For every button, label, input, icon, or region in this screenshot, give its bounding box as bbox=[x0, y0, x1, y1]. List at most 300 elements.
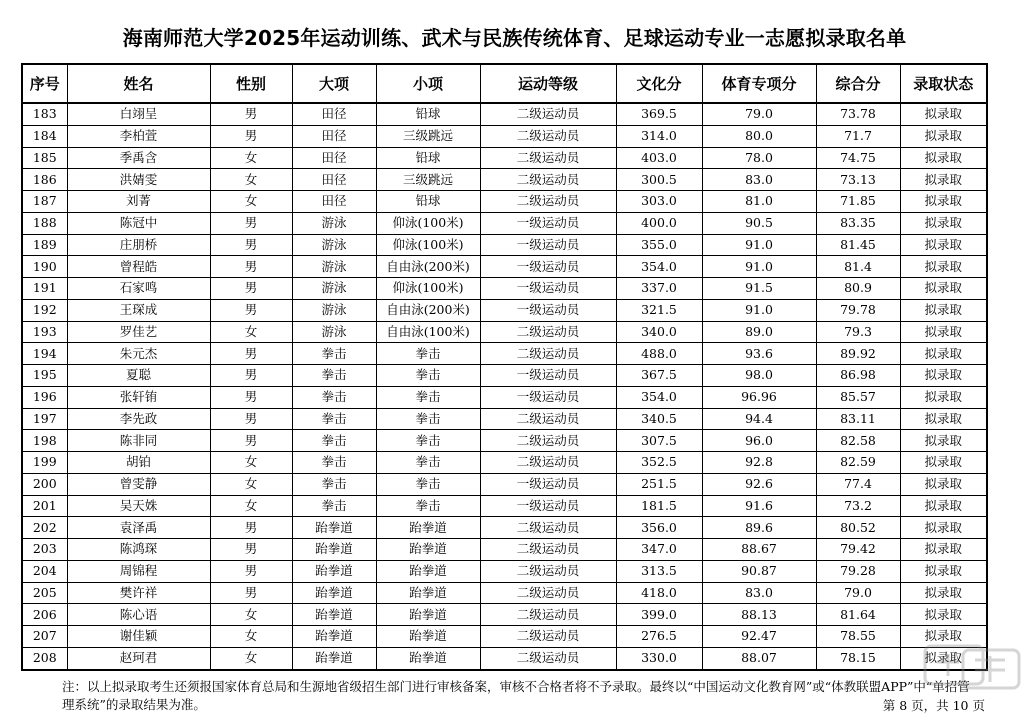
col-gender-cell: 男 bbox=[210, 103, 292, 125]
header-col-level: 运动等级 bbox=[480, 64, 616, 103]
col-status-cell: 拟录取 bbox=[900, 430, 987, 452]
col-culture-score-cell: 314.0 bbox=[616, 125, 702, 147]
col-total-score-cell: 85.57 bbox=[816, 386, 900, 408]
table-row bbox=[22, 582, 987, 604]
col-category-cell: 拳击 bbox=[292, 495, 376, 517]
col-culture-score-cell: 251.5 bbox=[616, 473, 702, 495]
col-sport-score-cell: 92.8 bbox=[702, 452, 816, 474]
col-event-cell: 仰泳(100米) bbox=[376, 212, 480, 234]
col-category-cell: 拳击 bbox=[292, 430, 376, 452]
col-status-cell: 拟录取 bbox=[900, 234, 987, 256]
table-row bbox=[22, 103, 987, 125]
col-sport-score-cell: 92.6 bbox=[702, 473, 816, 495]
col-event-cell: 跆拳道 bbox=[376, 539, 480, 561]
col-level-cell: 二级运动员 bbox=[480, 604, 616, 626]
col-index-cell: 206 bbox=[22, 604, 67, 626]
col-gender-cell: 女 bbox=[210, 452, 292, 474]
col-sport-score-cell: 96.96 bbox=[702, 386, 816, 408]
col-level-cell: 二级运动员 bbox=[480, 191, 616, 213]
col-total-score-cell: 82.59 bbox=[816, 452, 900, 474]
col-name-cell: 李先政 bbox=[67, 408, 210, 430]
col-gender-cell: 女 bbox=[210, 604, 292, 626]
table-row bbox=[22, 234, 987, 256]
col-sport-score-cell: 80.0 bbox=[702, 125, 816, 147]
table-row bbox=[22, 256, 987, 278]
table-row bbox=[22, 386, 987, 408]
col-culture-score-cell: 307.5 bbox=[616, 430, 702, 452]
col-sport-score-cell: 88.07 bbox=[702, 647, 816, 669]
col-total-score-cell: 78.55 bbox=[816, 626, 900, 648]
col-culture-score-cell: 399.0 bbox=[616, 604, 702, 626]
col-index-cell: 199 bbox=[22, 452, 67, 474]
col-culture-score-cell: 356.0 bbox=[616, 517, 702, 539]
col-name-cell: 季禹含 bbox=[67, 147, 210, 169]
col-sport-score-cell: 88.13 bbox=[702, 604, 816, 626]
col-gender-cell: 女 bbox=[210, 495, 292, 517]
col-name-cell: 陈非同 bbox=[67, 430, 210, 452]
col-event-cell: 拳击 bbox=[376, 343, 480, 365]
col-status-cell: 拟录取 bbox=[900, 495, 987, 517]
col-gender-cell: 男 bbox=[210, 299, 292, 321]
col-status-cell: 拟录取 bbox=[900, 408, 987, 430]
col-total-score-cell: 80.52 bbox=[816, 517, 900, 539]
col-status-cell: 拟录取 bbox=[900, 386, 987, 408]
col-name-cell: 陈鸿琛 bbox=[67, 539, 210, 561]
col-level-cell: 二级运动员 bbox=[480, 408, 616, 430]
col-culture-score-cell: 367.5 bbox=[616, 365, 702, 387]
col-culture-score-cell: 321.5 bbox=[616, 299, 702, 321]
col-gender-cell: 女 bbox=[210, 169, 292, 191]
col-index-cell: 205 bbox=[22, 582, 67, 604]
table-header-row bbox=[22, 64, 987, 103]
col-event-cell: 拳击 bbox=[376, 495, 480, 517]
col-culture-score-cell: 488.0 bbox=[616, 343, 702, 365]
col-name-cell: 洪婧雯 bbox=[67, 169, 210, 191]
col-sport-score-cell: 94.4 bbox=[702, 408, 816, 430]
col-category-cell: 跆拳道 bbox=[292, 517, 376, 539]
header-col-total-score: 综合分 bbox=[816, 64, 900, 103]
col-sport-score-cell: 93.6 bbox=[702, 343, 816, 365]
table-row bbox=[22, 299, 987, 321]
col-gender-cell: 女 bbox=[210, 626, 292, 648]
col-total-score-cell: 80.9 bbox=[816, 278, 900, 300]
col-event-cell: 跆拳道 bbox=[376, 626, 480, 648]
col-culture-score-cell: 303.0 bbox=[616, 191, 702, 213]
col-level-cell: 二级运动员 bbox=[480, 321, 616, 343]
col-culture-score-cell: 313.5 bbox=[616, 560, 702, 582]
col-gender-cell: 女 bbox=[210, 147, 292, 169]
col-total-score-cell: 73.2 bbox=[816, 495, 900, 517]
col-index-cell: 186 bbox=[22, 169, 67, 191]
col-event-cell: 拳击 bbox=[376, 473, 480, 495]
col-event-cell: 三级跳远 bbox=[376, 125, 480, 147]
col-total-score-cell: 81.64 bbox=[816, 604, 900, 626]
col-sport-score-cell: 90.5 bbox=[702, 212, 816, 234]
table-row bbox=[22, 278, 987, 300]
col-status-cell: 拟录取 bbox=[900, 256, 987, 278]
col-index-cell: 195 bbox=[22, 365, 67, 387]
table-row bbox=[22, 212, 987, 234]
col-event-cell: 跆拳道 bbox=[376, 560, 480, 582]
col-category-cell: 田径 bbox=[292, 103, 376, 125]
col-name-cell: 周锦程 bbox=[67, 560, 210, 582]
col-gender-cell: 男 bbox=[210, 386, 292, 408]
col-status-cell: 拟录取 bbox=[900, 147, 987, 169]
col-sport-score-cell: 91.0 bbox=[702, 299, 816, 321]
col-level-cell: 二级运动员 bbox=[480, 560, 616, 582]
col-event-cell: 自由泳(200米) bbox=[376, 256, 480, 278]
col-culture-score-cell: 355.0 bbox=[616, 234, 702, 256]
col-level-cell: 二级运动员 bbox=[480, 169, 616, 191]
col-event-cell: 铅球 bbox=[376, 191, 480, 213]
col-level-cell: 二级运动员 bbox=[480, 647, 616, 669]
col-index-cell: 185 bbox=[22, 147, 67, 169]
col-level-cell: 一级运动员 bbox=[480, 278, 616, 300]
col-name-cell: 曾雯静 bbox=[67, 473, 210, 495]
col-event-cell: 跆拳道 bbox=[376, 517, 480, 539]
col-index-cell: 189 bbox=[22, 234, 67, 256]
table-row bbox=[22, 430, 987, 452]
header-col-sport-score: 体育专项分 bbox=[702, 64, 816, 103]
col-sport-score-cell: 88.67 bbox=[702, 539, 816, 561]
col-sport-score-cell: 91.0 bbox=[702, 256, 816, 278]
col-level-cell: 二级运动员 bbox=[480, 103, 616, 125]
header-col-index: 序号 bbox=[22, 64, 67, 103]
col-category-cell: 拳击 bbox=[292, 343, 376, 365]
col-name-cell: 庄朋桥 bbox=[67, 234, 210, 256]
col-event-cell: 铅球 bbox=[376, 147, 480, 169]
document-title: 海南师范大学2025年运动训练、武术与民族传统体育、足球运动专业一志愿拟录取名单 bbox=[122, 26, 907, 50]
col-culture-score-cell: 354.0 bbox=[616, 256, 702, 278]
admission-table bbox=[21, 63, 988, 671]
col-level-cell: 二级运动员 bbox=[480, 343, 616, 365]
col-status-cell: 拟录取 bbox=[900, 582, 987, 604]
col-culture-score-cell: 181.5 bbox=[616, 495, 702, 517]
col-category-cell: 跆拳道 bbox=[292, 604, 376, 626]
col-category-cell: 跆拳道 bbox=[292, 539, 376, 561]
table-row bbox=[22, 147, 987, 169]
col-culture-score-cell: 276.5 bbox=[616, 626, 702, 648]
col-gender-cell: 男 bbox=[210, 234, 292, 256]
col-category-cell: 游泳 bbox=[292, 278, 376, 300]
col-gender-cell: 男 bbox=[210, 343, 292, 365]
col-total-score-cell: 79.3 bbox=[816, 321, 900, 343]
col-total-score-cell: 79.78 bbox=[816, 299, 900, 321]
col-category-cell: 跆拳道 bbox=[292, 647, 376, 669]
watermark-logo-icon bbox=[923, 640, 1023, 696]
col-total-score-cell: 81.4 bbox=[816, 256, 900, 278]
col-level-cell: 一级运动员 bbox=[480, 473, 616, 495]
col-index-cell: 191 bbox=[22, 278, 67, 300]
col-total-score-cell: 81.45 bbox=[816, 234, 900, 256]
table-row bbox=[22, 452, 987, 474]
col-total-score-cell: 71.85 bbox=[816, 191, 900, 213]
col-culture-score-cell: 354.0 bbox=[616, 386, 702, 408]
col-level-cell: 二级运动员 bbox=[480, 517, 616, 539]
col-status-cell: 拟录取 bbox=[900, 604, 987, 626]
page-number: 第 8 页，共 10 页 bbox=[882, 698, 985, 713]
col-sport-score-cell: 79.0 bbox=[702, 103, 816, 125]
col-level-cell: 二级运动员 bbox=[480, 626, 616, 648]
col-total-score-cell: 89.92 bbox=[816, 343, 900, 365]
table-row bbox=[22, 321, 987, 343]
col-name-cell: 陈冠中 bbox=[67, 212, 210, 234]
col-level-cell: 一级运动员 bbox=[480, 234, 616, 256]
col-status-cell: 拟录取 bbox=[900, 647, 987, 669]
col-name-cell: 刘菁 bbox=[67, 191, 210, 213]
col-index-cell: 200 bbox=[22, 473, 67, 495]
col-category-cell: 拳击 bbox=[292, 365, 376, 387]
col-name-cell: 白翊呈 bbox=[67, 103, 210, 125]
header-col-culture-score: 文化分 bbox=[616, 64, 702, 103]
col-gender-cell: 男 bbox=[210, 212, 292, 234]
col-level-cell: 二级运动员 bbox=[480, 430, 616, 452]
header-col-event: 小项 bbox=[376, 64, 480, 103]
col-sport-score-cell: 91.5 bbox=[702, 278, 816, 300]
col-culture-score-cell: 400.0 bbox=[616, 212, 702, 234]
col-category-cell: 游泳 bbox=[292, 212, 376, 234]
col-category-cell: 跆拳道 bbox=[292, 560, 376, 582]
header-col-gender: 性别 bbox=[210, 64, 292, 103]
col-status-cell: 拟录取 bbox=[900, 321, 987, 343]
col-name-cell: 谢佳颖 bbox=[67, 626, 210, 648]
col-index-cell: 187 bbox=[22, 191, 67, 213]
col-index-cell: 188 bbox=[22, 212, 67, 234]
col-sport-score-cell: 91.6 bbox=[702, 495, 816, 517]
col-index-cell: 201 bbox=[22, 495, 67, 517]
col-total-score-cell: 79.28 bbox=[816, 560, 900, 582]
col-category-cell: 拳击 bbox=[292, 408, 376, 430]
col-sport-score-cell: 89.6 bbox=[702, 517, 816, 539]
col-level-cell: 一级运动员 bbox=[480, 256, 616, 278]
col-gender-cell: 男 bbox=[210, 430, 292, 452]
col-gender-cell: 男 bbox=[210, 278, 292, 300]
col-event-cell: 跆拳道 bbox=[376, 582, 480, 604]
col-name-cell: 赵珂君 bbox=[67, 647, 210, 669]
col-gender-cell: 男 bbox=[210, 582, 292, 604]
col-sport-score-cell: 91.0 bbox=[702, 234, 816, 256]
col-event-cell: 拳击 bbox=[376, 430, 480, 452]
col-category-cell: 拳击 bbox=[292, 452, 376, 474]
table-row bbox=[22, 626, 987, 648]
col-name-cell: 王琛成 bbox=[67, 299, 210, 321]
col-level-cell: 二级运动员 bbox=[480, 147, 616, 169]
col-gender-cell: 女 bbox=[210, 647, 292, 669]
col-total-score-cell: 83.35 bbox=[816, 212, 900, 234]
col-total-score-cell: 79.42 bbox=[816, 539, 900, 561]
col-status-cell: 拟录取 bbox=[900, 299, 987, 321]
col-category-cell: 田径 bbox=[292, 125, 376, 147]
col-event-cell: 拳击 bbox=[376, 452, 480, 474]
col-culture-score-cell: 352.5 bbox=[616, 452, 702, 474]
col-status-cell: 拟录取 bbox=[900, 365, 987, 387]
col-name-cell: 吴天姝 bbox=[67, 495, 210, 517]
col-gender-cell: 男 bbox=[210, 517, 292, 539]
col-level-cell: 一级运动员 bbox=[480, 212, 616, 234]
col-event-cell: 铅球 bbox=[376, 103, 480, 125]
table-row bbox=[22, 604, 987, 626]
col-status-cell: 拟录取 bbox=[900, 278, 987, 300]
col-total-score-cell: 77.4 bbox=[816, 473, 900, 495]
col-name-cell: 夏聪 bbox=[67, 365, 210, 387]
table-row bbox=[22, 495, 987, 517]
col-status-cell: 拟录取 bbox=[900, 343, 987, 365]
col-event-cell: 三级跳远 bbox=[376, 169, 480, 191]
col-event-cell: 自由泳(200米) bbox=[376, 299, 480, 321]
col-category-cell: 田径 bbox=[292, 191, 376, 213]
col-category-cell: 游泳 bbox=[292, 321, 376, 343]
col-gender-cell: 女 bbox=[210, 321, 292, 343]
table-row bbox=[22, 191, 987, 213]
table-row bbox=[22, 343, 987, 365]
col-event-cell: 仰泳(100米) bbox=[376, 234, 480, 256]
col-sport-score-cell: 92.47 bbox=[702, 626, 816, 648]
col-level-cell: 二级运动员 bbox=[480, 539, 616, 561]
col-gender-cell: 女 bbox=[210, 191, 292, 213]
col-total-score-cell: 83.11 bbox=[816, 408, 900, 430]
col-event-cell: 自由泳(100米) bbox=[376, 321, 480, 343]
col-status-cell: 拟录取 bbox=[900, 517, 987, 539]
col-sport-score-cell: 83.0 bbox=[702, 582, 816, 604]
col-event-cell: 跆拳道 bbox=[376, 604, 480, 626]
col-name-cell: 罗佳艺 bbox=[67, 321, 210, 343]
col-category-cell: 田径 bbox=[292, 147, 376, 169]
col-level-cell: 一级运动员 bbox=[480, 386, 616, 408]
table-row bbox=[22, 539, 987, 561]
col-culture-score-cell: 337.0 bbox=[616, 278, 702, 300]
col-gender-cell: 男 bbox=[210, 539, 292, 561]
col-status-cell: 拟录取 bbox=[900, 539, 987, 561]
col-gender-cell: 男 bbox=[210, 125, 292, 147]
col-index-cell: 202 bbox=[22, 517, 67, 539]
col-culture-score-cell: 418.0 bbox=[616, 582, 702, 604]
col-sport-score-cell: 81.0 bbox=[702, 191, 816, 213]
col-status-cell: 拟录取 bbox=[900, 626, 987, 648]
table-row bbox=[22, 473, 987, 495]
col-index-cell: 198 bbox=[22, 430, 67, 452]
col-level-cell: 二级运动员 bbox=[480, 125, 616, 147]
col-sport-score-cell: 98.0 bbox=[702, 365, 816, 387]
col-name-cell: 樊许祥 bbox=[67, 582, 210, 604]
col-sport-score-cell: 78.0 bbox=[702, 147, 816, 169]
col-total-score-cell: 79.0 bbox=[816, 582, 900, 604]
col-total-score-cell: 73.13 bbox=[816, 169, 900, 191]
table-row bbox=[22, 647, 987, 669]
col-category-cell: 拳击 bbox=[292, 473, 376, 495]
col-index-cell: 196 bbox=[22, 386, 67, 408]
col-index-cell: 192 bbox=[22, 299, 67, 321]
col-status-cell: 拟录取 bbox=[900, 212, 987, 234]
col-culture-score-cell: 403.0 bbox=[616, 147, 702, 169]
col-level-cell: 二级运动员 bbox=[480, 452, 616, 474]
col-index-cell: 207 bbox=[22, 626, 67, 648]
col-gender-cell: 女 bbox=[210, 473, 292, 495]
col-index-cell: 184 bbox=[22, 125, 67, 147]
col-name-cell: 袁泽禹 bbox=[67, 517, 210, 539]
col-level-cell: 一级运动员 bbox=[480, 299, 616, 321]
col-status-cell: 拟录取 bbox=[900, 191, 987, 213]
col-event-cell: 拳击 bbox=[376, 365, 480, 387]
col-index-cell: 197 bbox=[22, 408, 67, 430]
col-culture-score-cell: 300.5 bbox=[616, 169, 702, 191]
col-status-cell: 拟录取 bbox=[900, 560, 987, 582]
col-event-cell: 跆拳道 bbox=[376, 647, 480, 669]
col-gender-cell: 男 bbox=[210, 365, 292, 387]
table-row bbox=[22, 408, 987, 430]
col-name-cell: 张轩铕 bbox=[67, 386, 210, 408]
col-sport-score-cell: 90.87 bbox=[702, 560, 816, 582]
col-event-cell: 拳击 bbox=[376, 408, 480, 430]
col-total-score-cell: 71.7 bbox=[816, 125, 900, 147]
col-category-cell: 游泳 bbox=[292, 299, 376, 321]
table-body bbox=[22, 103, 987, 670]
col-culture-score-cell: 347.0 bbox=[616, 539, 702, 561]
footnote: 注：以上拟录取考生还须报国家体育总局和生源地省级招生部门进行审核备案，审核不合格者将不予录取。最终以“中国运动文化教育网”或“体教联盟APP”中“单招管理系统”的录取结果为准。 bbox=[62, 679, 970, 712]
table-row bbox=[22, 125, 987, 147]
col-event-cell: 仰泳(100米) bbox=[376, 278, 480, 300]
col-culture-score-cell: 369.5 bbox=[616, 103, 702, 125]
col-name-cell: 曾程皓 bbox=[67, 256, 210, 278]
col-status-cell: 拟录取 bbox=[900, 125, 987, 147]
col-name-cell: 石家鸣 bbox=[67, 278, 210, 300]
col-category-cell: 游泳 bbox=[292, 234, 376, 256]
col-index-cell: 204 bbox=[22, 560, 67, 582]
header-col-category: 大项 bbox=[292, 64, 376, 103]
header-col-name: 姓名 bbox=[67, 64, 210, 103]
table-row bbox=[22, 365, 987, 387]
col-total-score-cell: 74.75 bbox=[816, 147, 900, 169]
col-index-cell: 194 bbox=[22, 343, 67, 365]
col-status-cell: 拟录取 bbox=[900, 452, 987, 474]
col-gender-cell: 男 bbox=[210, 560, 292, 582]
col-name-cell: 朱元杰 bbox=[67, 343, 210, 365]
table-row bbox=[22, 169, 987, 191]
col-sport-score-cell: 83.0 bbox=[702, 169, 816, 191]
col-status-cell: 拟录取 bbox=[900, 103, 987, 125]
col-category-cell: 拳击 bbox=[292, 386, 376, 408]
col-sport-score-cell: 96.0 bbox=[702, 430, 816, 452]
col-category-cell: 跆拳道 bbox=[292, 582, 376, 604]
col-name-cell: 陈心语 bbox=[67, 604, 210, 626]
col-total-score-cell: 73.78 bbox=[816, 103, 900, 125]
header-col-status: 录取状态 bbox=[900, 64, 987, 103]
col-name-cell: 李柏萱 bbox=[67, 125, 210, 147]
col-gender-cell: 男 bbox=[210, 408, 292, 430]
col-total-score-cell: 82.58 bbox=[816, 430, 900, 452]
col-index-cell: 193 bbox=[22, 321, 67, 343]
col-category-cell: 跆拳道 bbox=[292, 626, 376, 648]
col-index-cell: 203 bbox=[22, 539, 67, 561]
col-level-cell: 二级运动员 bbox=[480, 582, 616, 604]
col-index-cell: 208 bbox=[22, 647, 67, 669]
col-status-cell: 拟录取 bbox=[900, 169, 987, 191]
col-name-cell: 胡铂 bbox=[67, 452, 210, 474]
col-index-cell: 190 bbox=[22, 256, 67, 278]
table-row bbox=[22, 560, 987, 582]
table-row bbox=[22, 517, 987, 539]
col-index-cell: 183 bbox=[22, 103, 67, 125]
col-sport-score-cell: 89.0 bbox=[702, 321, 816, 343]
col-category-cell: 游泳 bbox=[292, 256, 376, 278]
col-total-score-cell: 86.98 bbox=[816, 365, 900, 387]
col-culture-score-cell: 330.0 bbox=[616, 647, 702, 669]
col-event-cell: 拳击 bbox=[376, 386, 480, 408]
col-category-cell: 田径 bbox=[292, 169, 376, 191]
col-level-cell: 一级运动员 bbox=[480, 495, 616, 517]
col-total-score-cell: 78.15 bbox=[816, 647, 900, 669]
col-culture-score-cell: 340.0 bbox=[616, 321, 702, 343]
col-culture-score-cell: 340.5 bbox=[616, 408, 702, 430]
